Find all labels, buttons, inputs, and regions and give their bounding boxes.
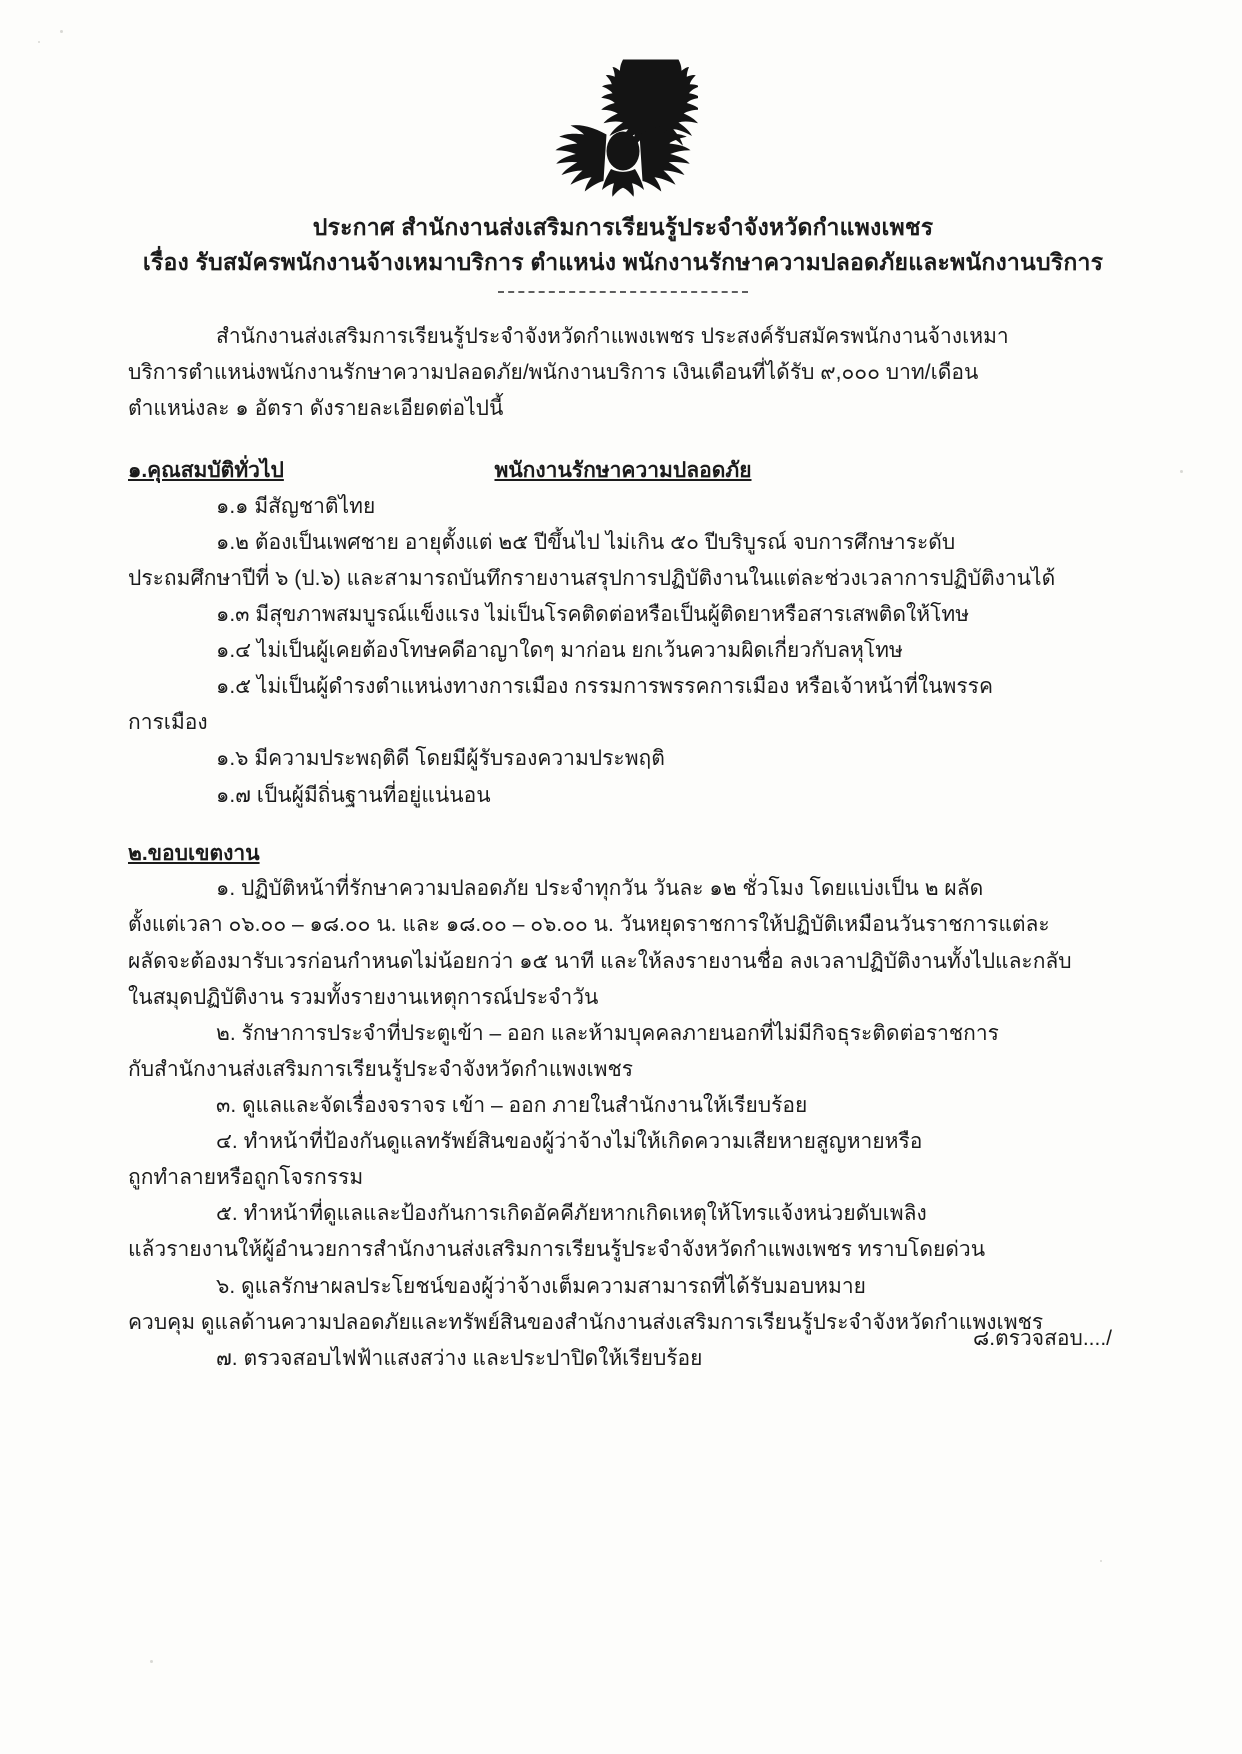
scan-speck: [150, 1660, 153, 1663]
title-divider: [498, 291, 748, 293]
scope-list: [128, 871, 1118, 1377]
section-1-heading-real: ๑.คุณสมบัติทั่วไป: [128, 459, 284, 483]
title-line-1: ประกาศ สำนักงานส่งเสริมการเรียนรู้ประจำจังหวัดกำแพงเพชร: [312, 214, 934, 240]
document-title: [128, 210, 1118, 293]
page-continuation-note: ๘.ตรวจสอบ..../: [973, 1327, 1112, 1350]
list-item: ๒. รักษาการประจำที่ประตูเข้า – ออก และห้ามบุคคลภายนอกที่ไม่มีกิจธุระติดต่อราชการ กับสำนักงานส่งเสริมการเรียนรู้ประจำจังหวัดกำแพงเพชร: [128, 1021, 999, 1081]
intro-paragraph: [128, 319, 1118, 427]
intro-line-1: สำนักงานส่งเสริมการเรียนรู้ประจำจังหวัดกำแพงเพชร ประสงค์รับสมัครพนักงานจ้างเหมา: [216, 325, 1009, 348]
emblem-container: [128, 0, 1118, 202]
title-line-2: เรื่อง รับสมัครพนักงานจ้างเหมาบริการ ตำแหน่ง พนักงานรักษาความปลอดภัยและพนักงานบริการ: [142, 248, 1104, 275]
scan-speck: [38, 41, 40, 43]
list-item: ๑.๖ มีความประพฤติดี โดยมีผู้รับรองความประพฤติ: [216, 747, 665, 771]
document-content: [128, 0, 1118, 1377]
section-2-heading: ๒.ขอบเขตงาน: [128, 841, 260, 865]
list-item: ๑.๔ ไม่เป็นผู้เคยต้องโทษคดีอาญาใดๆ มาก่อน ยกเว้นความผิดเกี่ยวกับลหุโทษ: [216, 639, 903, 663]
intro-line-3: ตำแหน่งละ ๑ อัตรา ดังรายละเอียดต่อไปนี้: [128, 397, 504, 421]
list-item: ๓. ดูแลและจัดเรื่องจราจร เข้า – ออก ภายในสำนักงานให้เรียบร้อย: [216, 1094, 808, 1118]
scan-speck: [1180, 470, 1183, 473]
list-item: ๔. ทำหน้าที่ป้องกันดูแลทรัพย์สินของผู้ว่าจ้างไม่ให้เกิดความเสียหายสูญหายหรือ ถูกทำลายหรือถูกโจรกรรม: [128, 1130, 923, 1190]
position-heading: พนักงานรักษาความปลอดภัย: [494, 459, 752, 483]
list-item: ๑.๗ เป็นผู้มีถิ่นฐานที่อยู่แน่นอน: [216, 783, 491, 807]
garuda-emblem-icon: [548, 52, 698, 202]
list-item: ๑. ปฏิบัติหน้าที่รักษาความปลอดภัย ประจำทุกวัน วันละ ๑๒ ชั่วโมง โดยแบ่งเป็น ๒ ผลัด ตั้งแต่เวลา ๐๖.๐๐ – ๑๘.๐๐ น. และ ๑๘.๐๐ – ๐๖.๐๐ น. วันหยุดราชการให้ปฏิบัติเหมือนวันราชการแต่ละ ผลัดจะต้องมารับเวรก่อนกำหนดไม่น้อยกว่า ๑๕ นาที และให้ลงรายงานชื่อ ลงเวลาปฏิบัติงานทั้งไปและกลับ ในสมุดปฏิบัติงาน รวมทั้งรายงานเหตุการณ์ประจำวัน: [128, 877, 1072, 1009]
list-item: ๑.๑ มีสัญชาติไทย: [216, 494, 376, 518]
list-item: ๑.๕ ไม่เป็นผู้ดำรงตำแหน่งทางการเมือง กรรมการพรรคการเมือง หรือเจ้าหน้าที่ในพรรค การเมือง: [128, 675, 993, 735]
list-item: ๑.๓ มีสุขภาพสมบูรณ์แข็งแรง ไม่เป็นโรคติดต่อหรือเป็นผู้ติดยาหรือสารเสพติดให้โทษ: [216, 603, 970, 627]
scan-speck: [1100, 1560, 1102, 1562]
qualification-list: [128, 489, 1118, 814]
list-item: ๖. ดูแลรักษาผลประโยชน์ของผู้ว่าจ้างเต็มความสามารถที่ได้รับมอบหมาย ควบคุม ดูแลด้านความปลอดภัยและทรัพย์สินของสำนักงานส่งเสริมการเรียนรู้ประจำจังหวัดกำแพงเพชร: [128, 1274, 1044, 1334]
list-item: ๑.๒ ต้องเป็นเพศชาย อายุตั้งแต่ ๒๕ ปีขึ้นไป ไม่เกิน ๕๐ ปีบริบูรณ์ จบการศึกษาระดับ ประถมศึกษาปีที่ ๖ (ป.๖) และสามารถบันทึกรายงานสรุปการปฏิบัติงานในแต่ละช่วงเวลาการปฏิบัติงานได้: [128, 530, 1056, 590]
list-item: ๕. ทำหน้าที่ดูแลและป้องกันการเกิดอัคคีภัยหากเกิดเหตุให้โทรแจ้งหน่วยดับเพลิง แล้วรายงานให้ผู้อำนวยการสำนักงานส่งเสริมการเรียนรู้ประจำจังหวัดกำแพงเพชร ทราบโดยด่วน: [128, 1202, 986, 1262]
scan-speck: [60, 30, 63, 33]
list-item: ๗. ตรวจสอบไฟฟ้าแสงสว่าง และประปาปิดให้เรียบร้อย: [216, 1346, 703, 1370]
intro-line-2: บริการตำแหน่งพนักงานรักษาความปลอดภัย/พนักงานบริการ เงินเดือนที่ได้รับ ๙,๐๐๐ บาท/เดือน: [128, 361, 979, 385]
